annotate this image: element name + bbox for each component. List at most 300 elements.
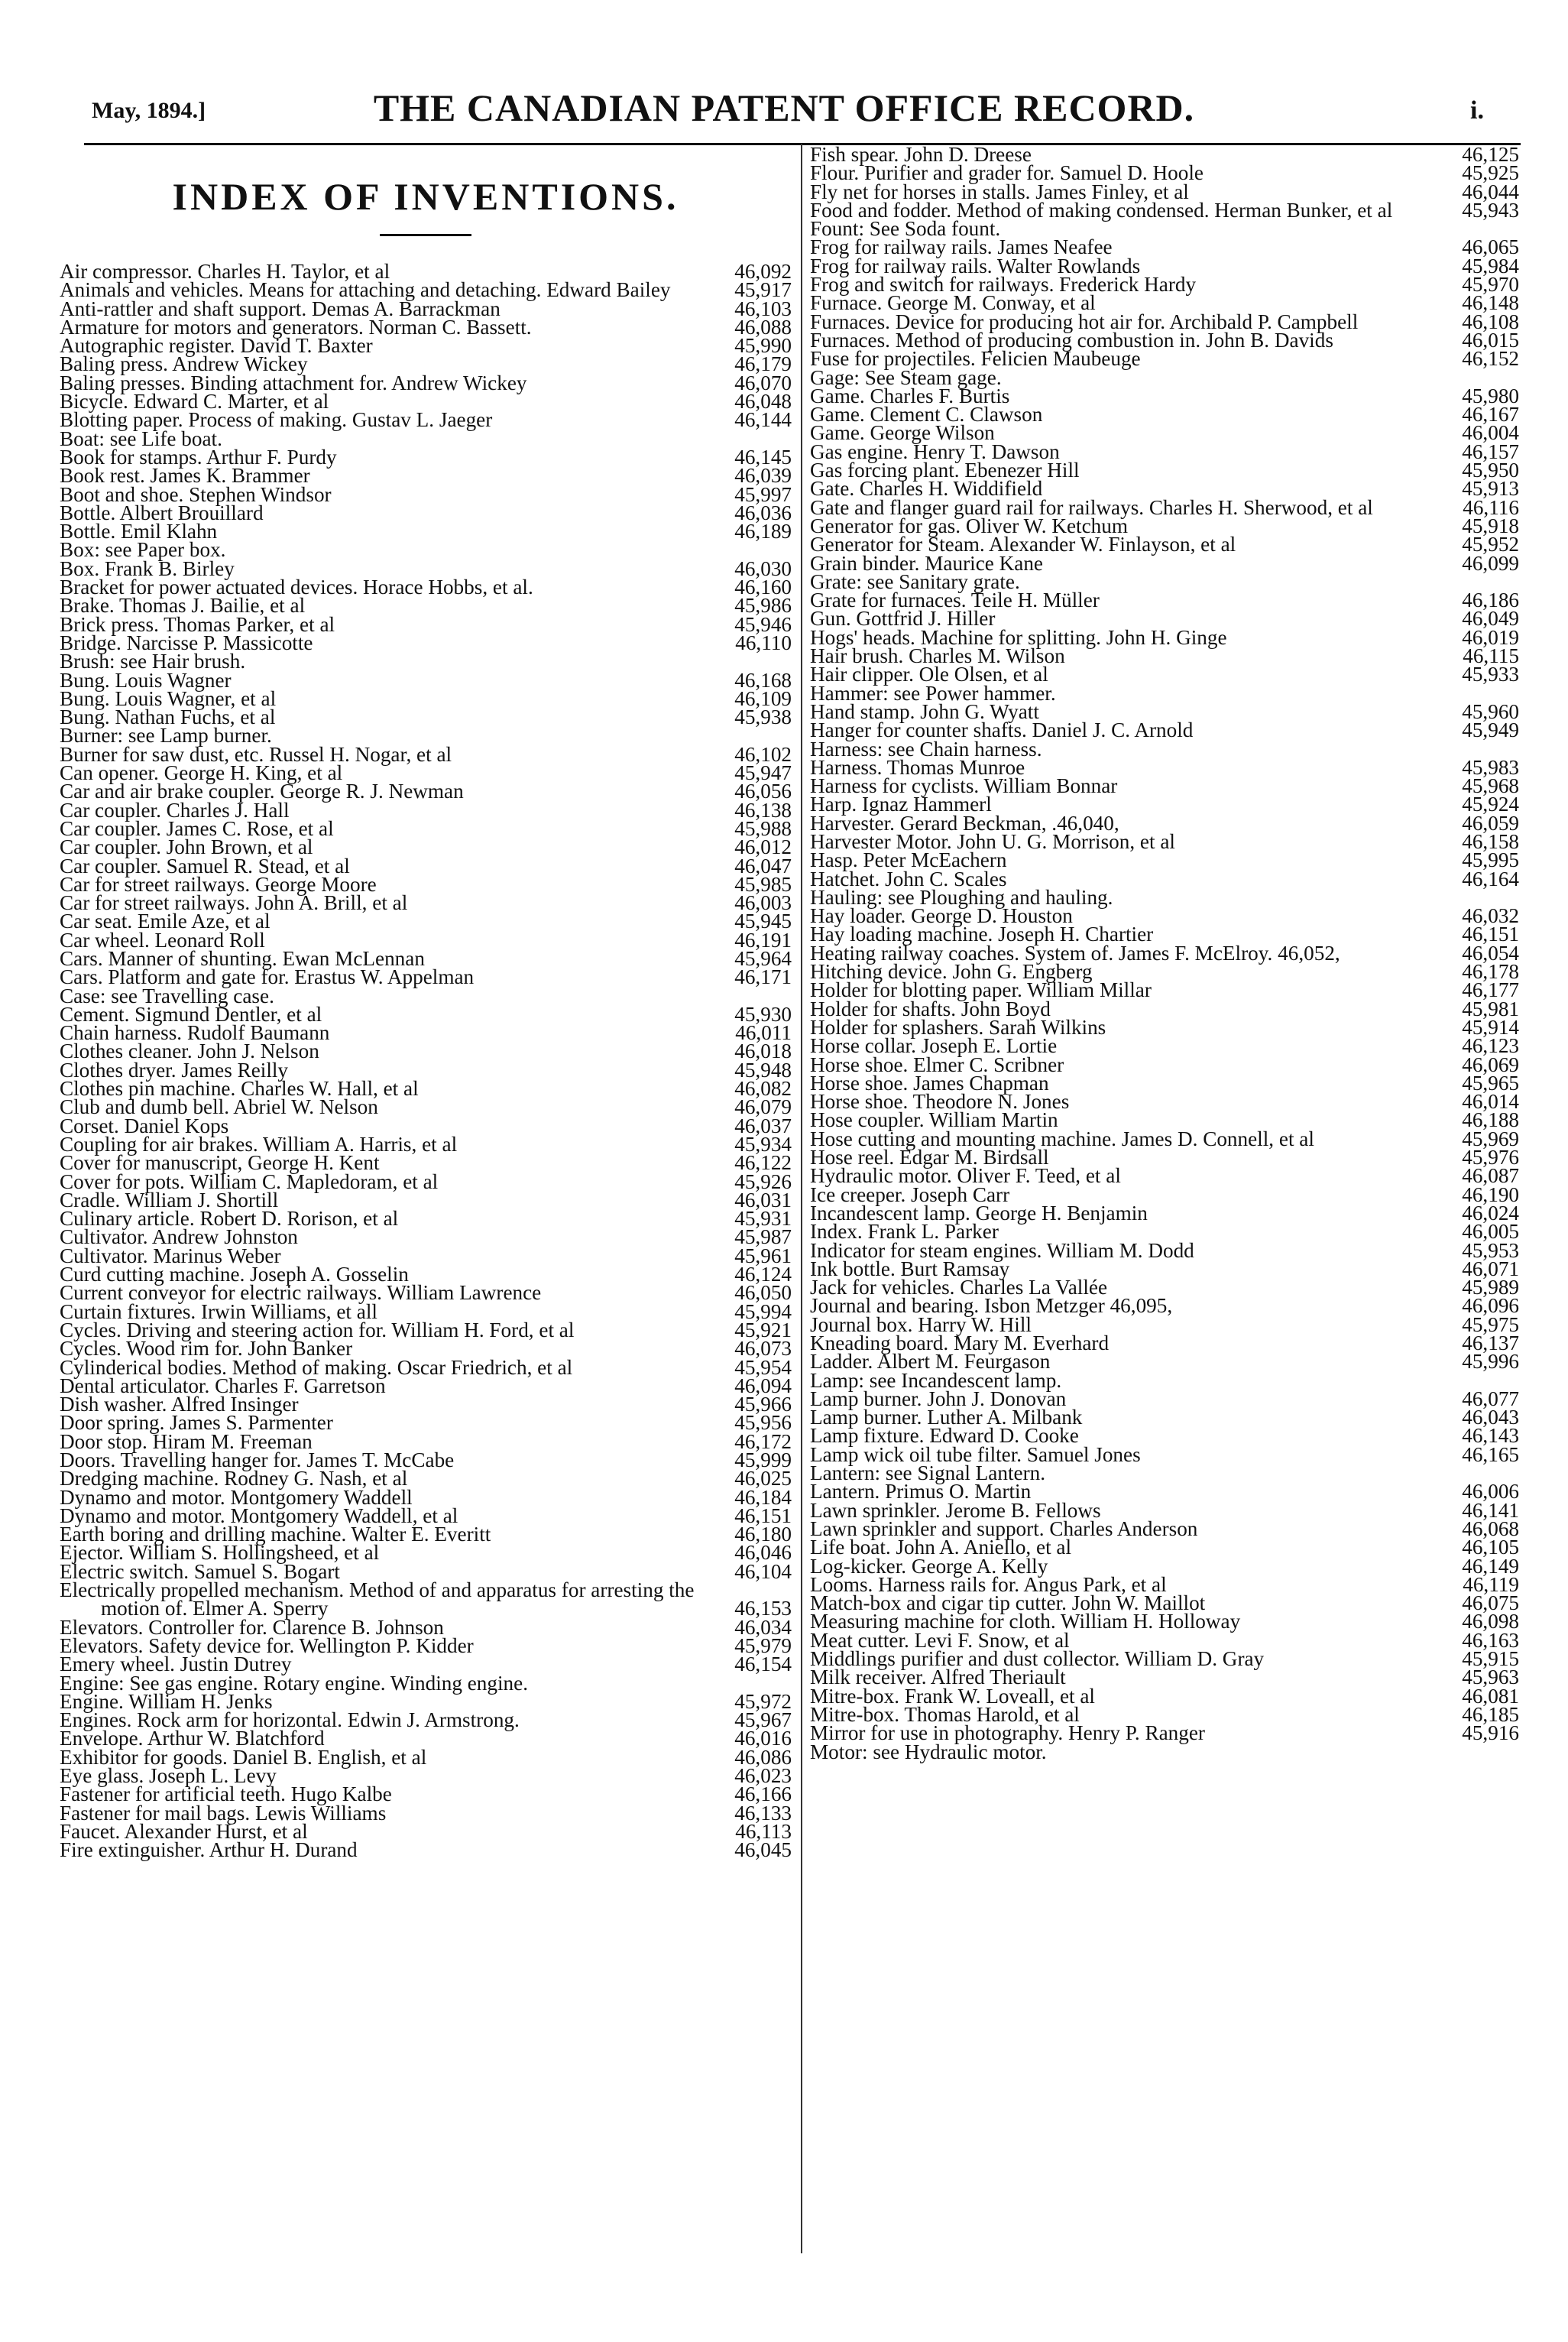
entry-text: Mitre-box. Thomas Harold, et al [810, 1702, 1080, 1726]
patent-number: 45,915 [1462, 1647, 1519, 1671]
entry-text: Dredging machine. Rodney G. Nash, et al [60, 1467, 408, 1491]
patent-number: 45,943 [1462, 198, 1519, 222]
page-header [0, 86, 1568, 139]
entry-text: Exhibitor for goods. Daniel B. English, et al [60, 1745, 427, 1769]
entry-text: Generator for Steam. Alexander W. Finlayson, et al [810, 533, 1236, 556]
entry-text: Frog and switch for railways. Frederick Hardy [810, 273, 1197, 297]
entry-text: Mirror for use in photography. Henry P. Ranger [810, 1721, 1205, 1745]
index-entry [60, 965, 792, 989]
patent-number: 46,152 [1462, 347, 1519, 371]
entry-text: Hitching device. John G. Engberg [810, 960, 1093, 984]
entry-text: Heating railway coaches. System of. James F. McElroy. 46,052, [810, 941, 1340, 965]
patent-number: 45,917 [734, 278, 792, 302]
patent-number: 46,030 [734, 556, 792, 580]
patent-number: 46,024 [1462, 1201, 1519, 1225]
entry-text: Gate. Charles H. Widdifield [810, 477, 1043, 501]
index-entry [810, 477, 1519, 501]
patent-number: 46,153 [734, 1597, 792, 1620]
patent-number: 46,104 [734, 1559, 792, 1583]
patent-number: 46,180 [734, 1523, 792, 1546]
entry-text: Cultivator. Marinus Weber [60, 1244, 281, 1267]
entry-text: Cement. Sigmund Dentler, et al [60, 1002, 322, 1026]
patent-number: 45,994 [734, 1299, 792, 1323]
entry-text: Car for street railways. John A. Brill, et al [60, 891, 408, 915]
patent-number: 46,179 [734, 352, 792, 376]
entry-text: Anti-rattler and shaft support. Demas A. Barrackman [60, 297, 501, 320]
patent-number: 46,018 [734, 1040, 792, 1063]
entry-text: Harness for cyclists. William Bonnar [810, 774, 1118, 798]
patent-number: 46,054 [1462, 941, 1519, 965]
entry-text: Hose cutting and mounting machine. James D. Connell, et al [810, 1127, 1314, 1150]
patent-number: 46,157 [1462, 440, 1519, 463]
patent-number: 46,145 [734, 445, 792, 469]
entry-text: Bicycle. Edward C. Marter, et al [60, 390, 329, 414]
entry-text: Cover for manuscript, George H. Kent [60, 1151, 380, 1175]
patent-number: 46,077 [1462, 1387, 1519, 1410]
index-entry [60, 835, 792, 859]
patent-number: 45,946 [734, 612, 792, 636]
entry-text: Blotting paper. Process of making. Gustav L. Jaeger [60, 408, 493, 432]
patent-number: 46,110 [735, 631, 792, 654]
patent-number: 45,930 [734, 1002, 792, 1026]
left-column [60, 145, 792, 1860]
patent-number: 45,952 [1462, 533, 1519, 556]
entry-text: Furnace. George M. Conway, et al [810, 291, 1096, 315]
patent-number: 46,185 [1462, 1702, 1519, 1726]
issue-date: May, 1894.] [92, 98, 206, 123]
entry-text: Animals and vehicles. Means for attaching and detaching. Edward Bailey [60, 278, 671, 302]
entry-text: Looms. Harness rails for. Angus Park, et al [810, 1572, 1167, 1596]
entry-text: Motor: see Hydraulic motor. [810, 1740, 1047, 1763]
patent-number: 45,948 [734, 1058, 792, 1082]
entry-text: Car coupler. James C. Rose, et al [60, 816, 334, 840]
patent-number: 46,094 [734, 1374, 792, 1397]
index-entry [60, 1838, 792, 1862]
patent-number: 46,016 [734, 1727, 792, 1750]
page-number: i. [1470, 96, 1484, 125]
patent-number: 46,191 [734, 928, 792, 952]
entry-text: Holder for splashers. Sarah Wilkins [810, 1015, 1106, 1039]
patent-number: 46,184 [734, 1485, 792, 1509]
patent-number: 45,970 [1462, 273, 1519, 297]
patent-number: 46,123 [1462, 1034, 1519, 1058]
entry-text: Current conveyor for electric railways. William Lawrence [60, 1281, 542, 1305]
entry-text: Cycles. Driving and steering action for. William H. Ford, et al [60, 1318, 575, 1341]
patent-number: 46,144 [734, 408, 792, 432]
entry-text: Lawn sprinkler. Jerome B. Fellows [810, 1498, 1101, 1522]
patent-number: 45,995 [1462, 848, 1519, 872]
index-entry [810, 1164, 1519, 1188]
patent-number: 46,047 [734, 854, 792, 877]
index-entry [810, 663, 1519, 686]
entry-text: Log-kicker. George A. Kelly [810, 1554, 1048, 1578]
entry-text: Fish spear. John D. Dreese [810, 143, 1032, 166]
index-entry [60, 594, 792, 618]
patent-number: 45,990 [734, 334, 792, 358]
entry-text: Eye glass. Joseph L. Levy [60, 1764, 277, 1788]
entry-text: Indicator for steam engines. William M. Dodd [810, 1238, 1194, 1262]
patent-number: 46,108 [1462, 310, 1519, 333]
patent-number: 45,914 [1462, 1015, 1519, 1039]
patent-number: 45,913 [1462, 477, 1519, 501]
entry-text: Autographic register. David T. Baxter [60, 334, 373, 358]
patent-number: 45,966 [734, 1393, 792, 1416]
patent-number: 46,172 [734, 1429, 792, 1453]
patent-number: 46,069 [1462, 1053, 1519, 1076]
entry-text: Hanger for counter shafts. Daniel J. C. Arnold [810, 718, 1194, 742]
patent-number: 46,158 [1462, 829, 1519, 853]
entry-text: Cycles. Wood rim for. John Banker [60, 1337, 353, 1361]
entry-text: Hauling: see Ploughing and hauling. [810, 885, 1113, 909]
entry-text: Door spring. James S. Parmenter [60, 1411, 333, 1435]
patent-number: 45,975 [1462, 1312, 1519, 1336]
patent-number: 46,036 [734, 501, 792, 524]
column-divider [801, 144, 802, 2253]
entry-text: Hatchet. John C. Scales [810, 867, 1007, 890]
entry-text: Clothes cleaner. John J. Nelson [60, 1040, 319, 1063]
entry-text: Grate: see Sanitary grate. [810, 569, 1020, 593]
patent-number: 45,997 [734, 482, 792, 506]
index-entry [810, 1220, 1519, 1244]
patent-number: 46,044 [1462, 180, 1519, 203]
index-entry [60, 1151, 792, 1175]
entry-text: Car wheel. Leonard Roll [60, 928, 265, 952]
patent-number: 46,068 [1462, 1516, 1519, 1540]
patent-number: 45,981 [1462, 997, 1519, 1020]
patent-number: 46,177 [1462, 978, 1519, 1002]
patent-number: 46,088 [734, 315, 792, 339]
patent-number: 46,065 [1462, 235, 1519, 259]
entry-text: Hand stamp. John G. Wyatt [810, 699, 1039, 723]
entry-text: Cars. Platform and gate for. Erastus W. Appelman [60, 965, 475, 989]
entry-text: Milk receiver. Alfred Theriault [810, 1666, 1066, 1689]
entry-text: Dynamo and motor. Montgomery Waddell [60, 1485, 413, 1509]
patent-number: 45,916 [1462, 1721, 1519, 1745]
patent-number: 45,980 [1462, 384, 1519, 407]
entry-text: Dynamo and motor. Montgomery Waddell, et al [60, 1503, 458, 1527]
entry-text: Fount: See Soda fount. [810, 217, 1001, 241]
entry-text: Doors. Travelling hanger for. James T. McCabe [60, 1448, 455, 1471]
patent-number: 45,985 [734, 872, 792, 896]
entry-text: Lawn sprinkler and support. Charles Anderson [810, 1516, 1198, 1540]
index-entry [60, 650, 792, 673]
entry-text: Hair brush. Charles M. Wilson [810, 644, 1065, 668]
patent-number: 45,956 [734, 1411, 792, 1435]
entry-text: Envelope. Arthur W. Blatchford [60, 1727, 325, 1750]
left-entry-list [60, 262, 792, 1860]
patent-number: 46,148 [1462, 291, 1519, 315]
patent-number: 46,081 [1462, 1684, 1519, 1708]
entry-text: Culinary article. Robert D. Rorison, et al [60, 1207, 399, 1231]
entry-text: Hose coupler. William Martin [810, 1108, 1058, 1132]
entry-text: Gas forcing plant. Ebenezer Hill [810, 459, 1080, 482]
patent-number: 45,979 [734, 1633, 792, 1657]
entry-text: Bung. Louis Wagner [60, 668, 232, 692]
patent-number: 46,102 [734, 742, 792, 766]
patent-number: 46,133 [734, 1801, 792, 1825]
entry-text: Boot and shoe. Stephen Windsor [60, 482, 332, 506]
patent-number: 46,048 [734, 390, 792, 414]
patent-number: 46,124 [734, 1263, 792, 1286]
patent-number: 46,023 [734, 1764, 792, 1788]
patent-number: 46,034 [734, 1615, 792, 1639]
entry-text: Book rest. James K. Brammer [60, 464, 310, 488]
index-entry [810, 1536, 1519, 1559]
patent-number: 45,954 [734, 1355, 792, 1379]
entry-text: Furnaces. Device for producing hot air for. Archibald P. Campbell [810, 310, 1359, 333]
entry-text: Harvester. Gerard Beckman, .46,040, [810, 811, 1119, 835]
entry-text: Cradle. William J. Shortill [60, 1188, 279, 1212]
patent-number: 46,045 [734, 1838, 792, 1862]
entry-text: Harp. Ignaz Hammerl [810, 793, 992, 816]
entry-text: Bottle. Emil Klahn [60, 520, 218, 543]
patent-number: 45,925 [1462, 161, 1519, 185]
patent-number: 46,154 [734, 1653, 792, 1676]
patent-number: 46,125 [1462, 143, 1519, 166]
entry-text: Box. Frank B. Birley [60, 556, 235, 580]
patent-number: 46,006 [1462, 1480, 1519, 1503]
entry-text: Curd cutting machine. Joseph A. Gosselin [60, 1263, 409, 1286]
patent-number: 46,141 [1462, 1498, 1519, 1522]
entry-text: Cylinderical bodies. Method of making. Oscar Friedrich, et al [60, 1355, 573, 1379]
entry-text: Middlings purifier and dust collector. William D. Gray [810, 1647, 1265, 1671]
patent-number: 46,092 [734, 260, 792, 283]
patent-number: 45,960 [1462, 699, 1519, 723]
patent-number: 45,976 [1462, 1146, 1519, 1169]
patent-number: 45,931 [734, 1207, 792, 1231]
patent-number: 46,043 [1462, 1406, 1519, 1429]
entry-text: Measuring machine for cloth. William H. Holloway [810, 1610, 1241, 1633]
patent-number: 45,969 [1462, 1127, 1519, 1150]
patent-number: 46,164 [1462, 867, 1519, 890]
entry-text: Armature for motors and generators. Norman C. Bassett. [60, 315, 532, 339]
entry-text: Gun. Gottfrid J. Hiller [810, 607, 996, 631]
entry-text: Bung. Nathan Fuchs, et al [60, 706, 276, 729]
patent-number: 46,073 [734, 1337, 792, 1361]
patent-number: 46,096 [1462, 1294, 1519, 1318]
patent-number: 46,015 [1462, 328, 1519, 352]
patent-number: 46,151 [734, 1503, 792, 1527]
patent-number: 46,046 [734, 1541, 792, 1565]
index-entry [810, 1350, 1519, 1374]
patent-number: 45,988 [734, 816, 792, 840]
entry-text: Horse shoe. Elmer C. Scribner [810, 1053, 1064, 1076]
patent-number: 46,031 [734, 1188, 792, 1212]
entry-text: Car coupler. John Brown, et al [60, 835, 313, 859]
entry-text: Hose reel. Edgar M. Birdsall [810, 1146, 1049, 1169]
patent-number: 46,186 [1462, 589, 1519, 612]
index-entry [60, 1653, 792, 1676]
entry-text: Grain binder. Maurice Kane [810, 551, 1043, 575]
patent-number: 45,999 [734, 1448, 792, 1471]
patent-number: 46,050 [734, 1281, 792, 1305]
index-entry [60, 1095, 792, 1119]
entry-text: Harness: see Chain harness. [810, 737, 1042, 761]
entry-text: Engine: See gas engine. Rotary engine. Winding engine. [60, 1671, 528, 1695]
entry-text: Hay loading machine. Joseph H. Chartier [810, 923, 1154, 946]
entry-text: Holder for blotting paper. William Millar [810, 978, 1152, 1002]
patent-number: 46,116 [1463, 495, 1519, 519]
entry-text: Bung. Louis Wagner, et al [60, 686, 277, 710]
index-entry [810, 718, 1519, 742]
entry-text: Lantern. Primus O. Martin [810, 1480, 1032, 1503]
entry-text: Frog for railway rails. James Neafee [810, 235, 1113, 259]
entry-text: Gage: See Steam gage. [810, 365, 1002, 389]
patent-number: 45,961 [734, 1244, 792, 1267]
patent-number: 46,087 [1462, 1164, 1519, 1188]
entry-text: Horse collar. Joseph E. Lortie [810, 1034, 1058, 1058]
entry-text: Ladder. Albert M. Feurgason [810, 1350, 1051, 1374]
entry-text: Brick press. Thomas Parker, et al [60, 612, 335, 636]
patent-number: 46,039 [734, 464, 792, 488]
entry-text: Car coupler. Charles J. Hall [60, 798, 290, 822]
entry-text: Lamp burner. Luther A. Milbank [810, 1406, 1083, 1429]
entry-text: Car and air brake coupler. George R. J. Newman [60, 780, 464, 803]
entry-text: Lantern: see Signal Lantern. [810, 1461, 1046, 1485]
patent-number: 46,012 [734, 835, 792, 859]
entry-text: Kneading board. Mary M. Everhard [810, 1332, 1110, 1354]
entry-text: Cover for pots. William C. Mapledoram, et al [60, 1169, 439, 1193]
index-entry [810, 1721, 1519, 1745]
patent-number: 46,004 [1462, 421, 1519, 445]
patent-number: 46,025 [734, 1467, 792, 1491]
patent-number: 46,049 [1462, 607, 1519, 631]
entry-text: Bottle. Albert Brouillard [60, 501, 264, 524]
index-entry [60, 1578, 792, 1620]
patent-number: 46,105 [1462, 1536, 1519, 1559]
index-entry [60, 1782, 792, 1806]
patent-number: 46,005 [1462, 1220, 1519, 1244]
entry-text: Dish washer. Alfred Insinger [60, 1393, 299, 1416]
entry-text: Ejector. William S. Hollingsheed, et al [60, 1541, 380, 1565]
entry-text: Elevators. Safety device for. Wellington P. Kidder [60, 1633, 474, 1657]
entry-text: Cars. Manner of shunting. Ewan McLennan [60, 946, 425, 970]
patent-number: 45,986 [734, 594, 792, 618]
patent-number: 46,056 [734, 780, 792, 803]
patent-number: 45,938 [734, 706, 792, 729]
entry-text: Box: see Paper box. [60, 538, 226, 562]
patent-number: 46,079 [734, 1095, 792, 1119]
entry-text: Jack for vehicles. Charles La Vallée [810, 1276, 1108, 1299]
patent-number: 46,014 [1462, 1090, 1519, 1114]
entry-text: Clothes pin machine. Charles W. Hall, et al [60, 1077, 419, 1101]
entry-text: Corset. Daniel Kops [60, 1114, 229, 1137]
index-entry [810, 161, 1519, 185]
entry-text: Car seat. Emile Aze, et al [60, 910, 271, 933]
patent-number: 45,972 [734, 1689, 792, 1713]
entry-text: Gas engine. Henry T. Dawson [810, 440, 1060, 463]
entry-text: Harvester Motor. John U. G. Morrison, et al [810, 829, 1175, 853]
entry-text: Clothes dryer. James Reilly [60, 1058, 289, 1082]
entry-text: Generator for gas. Oliver W. Ketchum [810, 514, 1128, 537]
patent-number: 45,926 [734, 1169, 792, 1193]
patent-number: 45,996 [1462, 1350, 1519, 1374]
entry-text: Fuse for projectiles. Felicien Maubeuge [810, 347, 1141, 371]
right-entry-list [810, 145, 1519, 1761]
index-entry [810, 1740, 1519, 1763]
entry-text: Bracket for power actuated devices. Horace Hobbs, et al. [60, 576, 533, 599]
index-entry [810, 533, 1519, 556]
patent-number: 45,949 [1462, 718, 1519, 742]
patent-number: 46,188 [1462, 1108, 1519, 1132]
entry-text: Hammer: see Power hammer. [810, 681, 1056, 705]
entry-text: Index. Frank L. Parker [810, 1220, 999, 1244]
entry-text: Game. Clement C. Clawson [810, 403, 1043, 427]
entry-text: Dental articulator. Charles F. Garretson [60, 1374, 386, 1397]
entry-text: Game. George Wilson [810, 421, 995, 445]
entry-text: Engines. Rock arm for horizontal. Edwin J. Armstrong. [60, 1708, 520, 1732]
patent-number: 46,138 [734, 798, 792, 822]
patent-number: 45,987 [734, 1225, 792, 1249]
patent-number: 46,165 [1462, 1442, 1519, 1466]
patent-number: 45,924 [1462, 793, 1519, 816]
entry-text: Car for street railways. George Moore [60, 872, 377, 896]
entry-text: Coupling for air brakes. William A. Harris, et al [60, 1132, 458, 1156]
patent-number: 46,070 [734, 371, 792, 394]
patent-number: 46,109 [734, 686, 792, 710]
patent-number: 46,163 [1462, 1628, 1519, 1652]
entry-text: Hay loader. George D. Houston [810, 904, 1073, 928]
index-title: INDEX OF INVENTIONS. [172, 175, 679, 218]
patent-number: 46,071 [1462, 1257, 1519, 1280]
patent-number: 46,037 [734, 1114, 792, 1137]
patent-number: 45,945 [734, 910, 792, 933]
entry-text: Hasp. Peter McEachern [810, 848, 1007, 872]
entry-text: Cultivator. Andrew Johnston [60, 1225, 298, 1249]
patent-number: 45,921 [734, 1318, 792, 1341]
entry-text: Meat cutter. Levi F. Snow, et al [810, 1628, 1070, 1652]
patent-number: 45,989 [1462, 1276, 1519, 1299]
patent-number: 45,947 [734, 761, 792, 785]
patent-number: 46,011 [735, 1021, 792, 1045]
index-entry [60, 1281, 792, 1305]
entry-text: Lamp fixture. Edward D. Cooke [810, 1424, 1079, 1448]
patent-number: 45,950 [1462, 459, 1519, 482]
entry-text: Horse shoe. James Chapman [810, 1071, 1049, 1095]
index-entry [60, 780, 792, 803]
entry-text: Ink bottle. Burt Ramsay [810, 1257, 1010, 1280]
patent-number: 46,167 [1462, 403, 1519, 427]
entry-text: Book for stamps. Arthur F. Purdy [60, 445, 337, 469]
entry-text: Holder for shafts. John Boyd [810, 997, 1051, 1020]
entry-text: Burner: see Lamp burner. [60, 724, 272, 748]
entry-text: Brush: see Hair brush. [60, 650, 246, 673]
entry-text: Journal box. Harry W. Hill [810, 1312, 1032, 1336]
patent-number: 46,003 [734, 891, 792, 915]
entry-text: Ice creeper. Joseph Carr [810, 1182, 1010, 1206]
patent-number: 45,918 [1462, 514, 1519, 537]
patent-number: 46,137 [1462, 1332, 1519, 1354]
index-entry [810, 1666, 1519, 1689]
entry-text: Hydraulic motor. Oliver F. Teed, et al [810, 1164, 1121, 1188]
patent-number: 45,967 [734, 1708, 792, 1732]
patent-number: 46,151 [1462, 923, 1519, 946]
patent-number: 45,983 [1462, 755, 1519, 779]
entry-text: Club and dumb bell. Abriel W. Nelson [60, 1095, 378, 1119]
patent-number: 45,984 [1462, 254, 1519, 277]
patent-number: 46,160 [734, 576, 792, 599]
entry-text: Grate for furnaces. Teile H. Müller [810, 589, 1100, 612]
entry-text: Hogs' heads. Machine for splitting. John H. Ginge [810, 625, 1227, 649]
entry-text: Fire extinguisher. Arthur H. Durand [60, 1838, 358, 1862]
right-column [810, 145, 1519, 1761]
entry-text: Emery wheel. Justin Dutrey [60, 1653, 292, 1676]
entry-text: Door stop. Hiram M. Freeman [60, 1429, 313, 1453]
entry-text: Fly net for horses in stalls. James Finley, et al [810, 180, 1189, 203]
entry-text: Harness. Thomas Munroe [810, 755, 1025, 779]
patent-number: 46,189 [734, 520, 792, 543]
entry-text: Food and fodder. Method of making condensed. Herman Bunker, et al [810, 198, 1393, 222]
